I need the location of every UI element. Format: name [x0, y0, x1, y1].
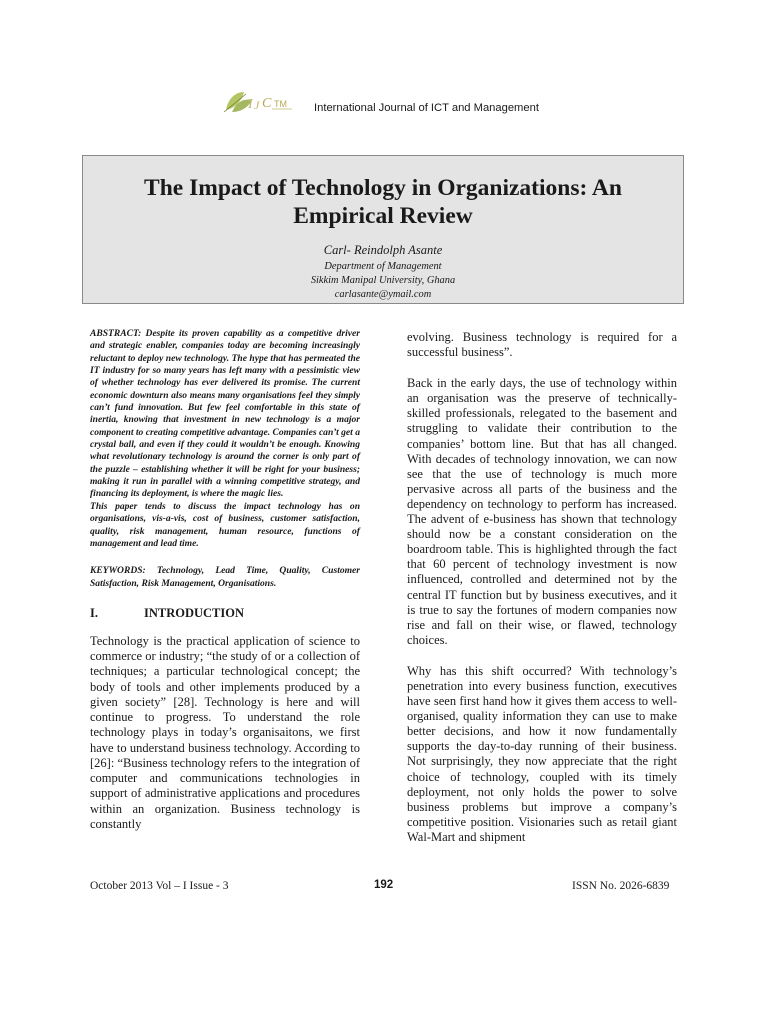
- author-department: Department of Management: [324, 261, 442, 272]
- svg-text:C: C: [262, 96, 272, 111]
- footer-issue: October 2013 Vol – I Issue - 3: [90, 880, 229, 892]
- author-university: Sikkim Manipal University, Ghana: [310, 275, 456, 286]
- abstract: [90, 328, 360, 550]
- section-number: I.: [90, 605, 98, 620]
- journal-logo: [222, 88, 314, 114]
- body-paragraph: Why has this shift occurred? With technology’s penetration into every business function, executives have seen first hand how it gives them access to well-organised, quality information they can use to make better decisions, and how it now fundamentally supports the day-to-day running of their business. Not surprisingly, they now appreciate that the right choice of technology, coupled with its timely deployment, not only holds the power to solve business problems but improve a company’s competitive position. Visionaries such as retail giant Wal-Mart and shipment: [407, 663, 677, 844]
- svg-text:J: J: [254, 98, 260, 112]
- body-paragraph: Technology is the practical application of science to commerce or industry; “the study of or a collection of techniques; a particular technological concept; the body of tools and other implements produced by a given society” [28]. Technology is here and will continue to progress. To understand the role technology plays in today’s organisaitons, we first have to understand business technology. According to [26]: “Business technology refers to the integration of computer and communications technologies in support of administrative applications and procedures within an organization. Business technology is constantly: [90, 633, 360, 831]
- author-name: Carl- Reindolph Asante: [323, 243, 443, 257]
- body-paragraph: evolving. Business technology is required for a successful business”.: [407, 330, 677, 360]
- section-title: INTRODUCTION: [144, 605, 245, 620]
- right-column: [407, 330, 677, 845]
- left-column: [90, 328, 360, 832]
- body-paragraph: Back in the early days, the use of technology within an organisation was the preserve of technically-skilled professionals, relegated to the basement and struggling to validate their contribution to the companies’ bottom line. But that has all changed. With decades of technology innovation, we can now see that the use of technology is much more pervasive across all parts of the business and the dependency on technology to perform has increased. The advent of e-business has shown that technology should now be a constant consideration on the boardroom table. This is highlighted through the fact that 60 percent of technology investment is now influenced, controlled and determined not by the central IT function but by business executives, and it is true to say the fortunes of modern companies now rise and fall on their wise, or flawed, technology choices.: [407, 376, 677, 647]
- section-heading: [90, 606, 360, 622]
- svg-text:I: I: [248, 97, 253, 112]
- title-box: [82, 155, 684, 304]
- journal-name: International Journal of ICT and Management: [314, 102, 539, 114]
- keywords: KEYWORDS: Technology, Lead Time, Quality, Customer Satisfaction, Risk Management, Organisations.: [90, 565, 360, 589]
- page-number: 192: [374, 879, 394, 891]
- paper-title: The Impact of Technology in Organizations: An Empirical Review: [144, 175, 622, 229]
- author-email: carlasante@ymail.com: [334, 289, 432, 300]
- abstract-paragraph: This paper tends to discuss the impact technology has on organisations, vis-a-vis, cost of business, customer satisfaction, quality, risk management, human resource, functions of management and lead time.: [90, 500, 360, 549]
- svg-text:TM: TM: [274, 99, 287, 109]
- footer-issn: ISSN No. 2026-6839: [572, 880, 670, 892]
- abstract-paragraph: ABSTRACT: Despite its proven capability as a competitive driver and strategic enabler, companies today are becoming increasingly reluctant to deploy new technology. The hype that has permeated the IT industry for so many years has left many with a pessimistic view of whether technology has ever delivered its promise. The current economic downturn also means many organisations feel they simply can’t fund innovation. But few feel comfortable in this state of inertia, knowing that investment in new technology is a major component to creating competitive advantage. Companies can’t get a crystal ball, and even if they could it wouldn’t be enough. Knowing what revolutionary technology is around the corner is only part of the puzzle – establishing whether it will be right for your business; making it run in parallel with a winning competitive strategy, and financing its deployment, is where the magic lies.: [90, 328, 360, 500]
